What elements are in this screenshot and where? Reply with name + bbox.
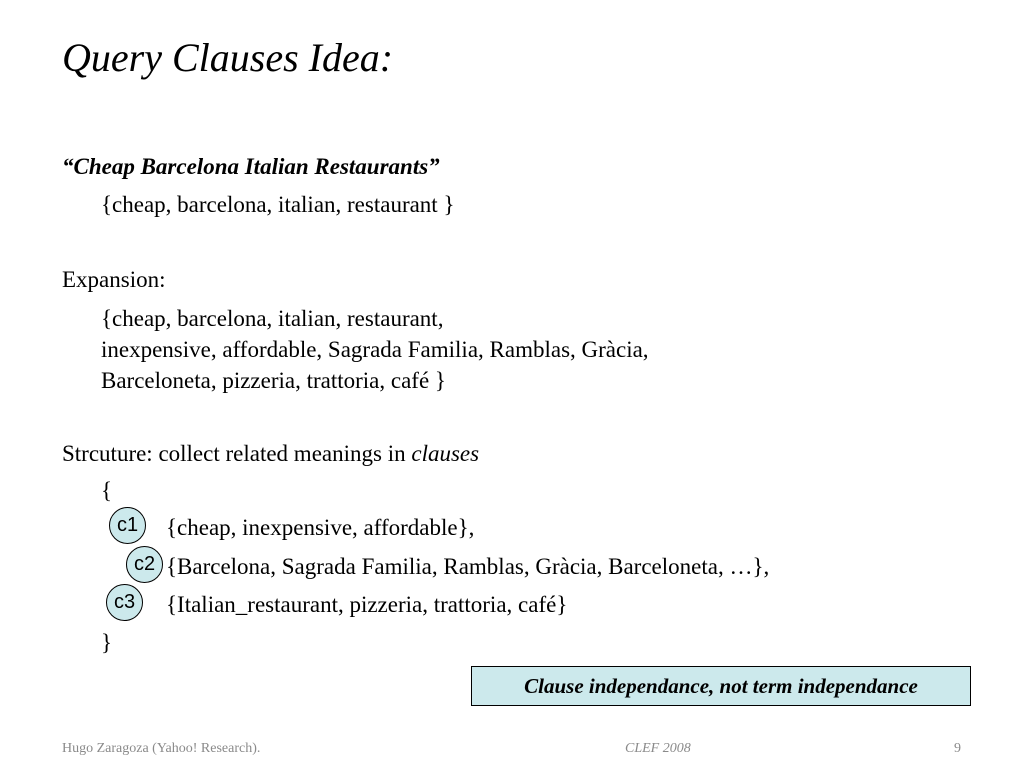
footer-author: Hugo Zaragoza (Yahoo! Research). — [62, 741, 261, 756]
clause-text-c3: {Italian_restaurant, pizzeria, trattoria, café} — [166, 592, 568, 617]
expansion-line-3: Barceloneta, pizzeria, trattoria, café } — [101, 368, 446, 393]
clause-tag-c1: c1 — [109, 507, 146, 544]
query-quote: “Cheap Barcelona Italian Restaurants” — [62, 154, 440, 179]
callout-text: Clause independance, not term independance — [524, 673, 918, 698]
close-brace: } — [101, 630, 113, 655]
expansion-label: Expansion: — [62, 267, 166, 292]
expansion-line-1: {cheap, barcelona, italian, restaurant, — [101, 306, 444, 331]
footer-event: CLEF 2008 — [625, 741, 691, 756]
structure-heading — [62, 439, 479, 469]
clause-text-c1: {cheap, inexpensive, affordable}, — [166, 515, 475, 540]
structure-prefix: Strcuture: collect related meanings in — [62, 441, 412, 466]
structure-emphasis: clauses — [411, 441, 480, 466]
clause-tag-c3: c3 — [106, 584, 143, 621]
page-number: 9 — [954, 741, 961, 756]
clause-tag-c2: c2 — [126, 546, 163, 583]
open-brace: { — [101, 478, 113, 503]
expansion-line-2: inexpensive, affordable, Sagrada Familia, Ramblas, Gràcia, — [101, 337, 649, 362]
slide-title: Query Clauses Idea: — [62, 35, 394, 80]
clause-text-c2: {Barcelona, Sagrada Familia, Ramblas, Gràcia, Barceloneta, …}, — [166, 554, 770, 579]
callout-box — [471, 666, 971, 706]
query-terms: {cheap, barcelona, italian, restaurant } — [101, 192, 455, 217]
